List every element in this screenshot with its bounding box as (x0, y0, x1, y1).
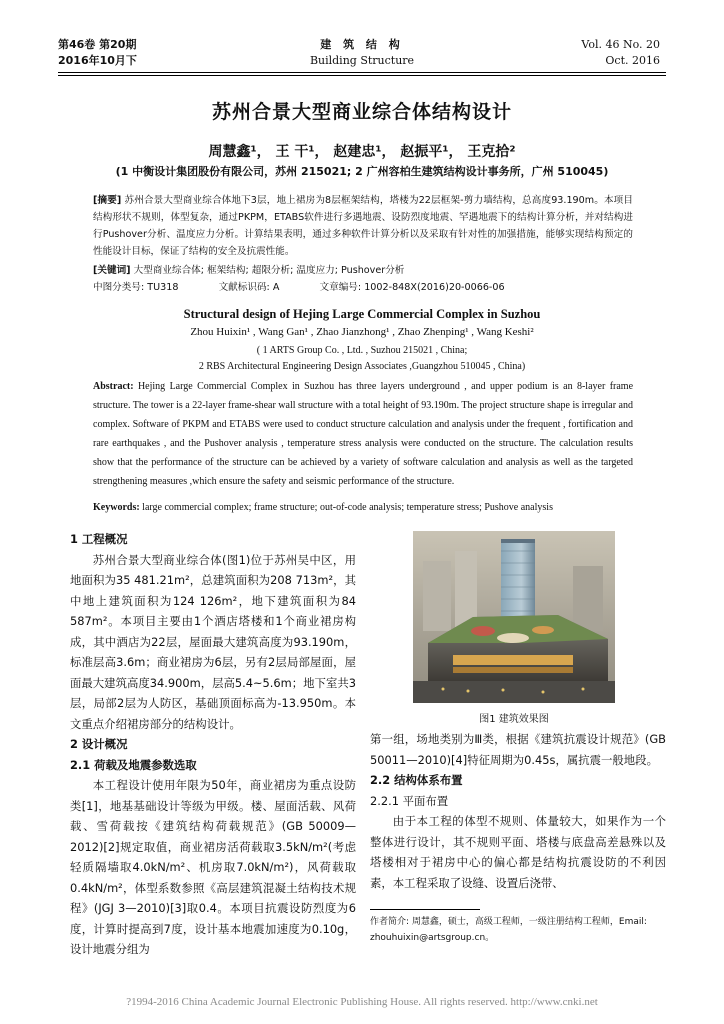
en-keywords-label: Keywords: (93, 502, 140, 513)
building-rendering-image (413, 531, 615, 703)
journal-date: 2016年10月下 (58, 54, 137, 67)
cn-abstract-label: [摘要] (93, 195, 122, 206)
en-keywords (93, 502, 633, 513)
cn-keywords-text: 大型商业综合体; 框架结构; 超限分析; 温度应力; Pushover分析 (133, 265, 405, 276)
section-2-2-1-heading: 2.2.1 平面布置 (370, 793, 449, 808)
paper-affiliation: (1 中衡设计集团股份有限公司，苏州 215021; 2 广州容柏生建筑结构设计事务所，广州 510045) (115, 165, 609, 178)
footnote-rule (370, 909, 480, 910)
right-paragraph-continued: 第一组，场地类别为Ⅲ类，根据《建筑抗震设计规范》(GB 50011—2010)[4]特征周期为0.45s，属抗震一般地段。 (370, 732, 666, 767)
section-2-2-1-paragraph: 由于本工程的体型不规则、体量较大，如果作为一个整体进行设计，其不规则平面、塔楼与底盘高差悬殊以及塔楼相对于裙房中心的偏心都是结构抗震设防的不利因素，本工程采取了设缝、设置后浇带、 (370, 814, 666, 890)
section-1-paragraph: 苏州合景大型商业综合体(图1)位于苏州吴中区，用地面积为35 481.21m²，总建筑面积为208 713m²，其中地上建筑面积为124 126m²，地下建筑面积为84 587m²。本项目主要由1个酒店塔楼和1个商业裙房构成，其中酒店为22层，屋面最大建筑高度为93.190m，标准层高3.6m；商业裙房为6层，另有2层局部屋面，屋面最大建筑高度34.900m，层高5.4~5.6m；地下室共3层，局部2层为人防区，基础顶面标高为-13.950m。本文重点介绍裙房部分的结构设计。 (70, 552, 356, 731)
copyright-watermark: ?1994-2016 China Academic Journal Electronic Publishing House. All rights reserved. http://www.cnki.net (126, 996, 598, 1008)
en-abstract-label: Abstract: (93, 381, 134, 392)
journal-name-en: Building Structure (309, 54, 415, 67)
en-affiliation-1: ( 1 ARTS Group Co. , Ltd. , Suzhou 215021 , China; (256, 345, 468, 356)
journal-date-en: Oct. 2016 (605, 54, 660, 67)
right-column (370, 729, 666, 893)
cn-keywords (93, 262, 633, 279)
clc-number: 中图分类号: TU318 (93, 282, 179, 293)
en-abstract-text: Hejing Large Commercial Complex in Suzhou has three layers underground , and upper podium is an 8-layer frame structure. The tower is a 22-layer frame-shear wall structure with a total height of 93.190m. The project structure shape is irregular and complex. Software of PKPM and ETABS were used to conduct structure calculation and analysis under the frequent , fortification and rare earthquakes , and the Pushover analysis , temperature stress analysis were conducted on the structure. The calculation results show that the performance of the structure can be achieved by a variety of software calculation and analysis as well as the targeted strengthening measures ,which ensure the safety and seismic performance of the structure. (93, 381, 634, 487)
journal-volume-en: Vol. 46 No. 20 (581, 38, 660, 51)
building-rendering-figure (413, 531, 615, 703)
header-rule (58, 72, 666, 73)
header-rule-2 (58, 75, 666, 76)
journal-volume-issue: 第46卷 第20期 (58, 38, 137, 51)
classification-line (93, 279, 633, 296)
article-number: 文章编号: 1002-848X(2016)20-0066-06 (319, 282, 505, 293)
en-abstract (93, 377, 633, 491)
section-2-heading: 2 设计概况 (70, 737, 128, 751)
paper-authors: 周慧鑫¹， 王 干¹， 赵建忠¹， 赵振平¹， 王克拾² (208, 144, 516, 160)
cn-abstract (93, 192, 633, 260)
en-title: Structural design of Hejing Large Commercial Complex in Suzhou (183, 307, 541, 321)
figure-1-caption: 图1 建筑效果图 (479, 714, 549, 725)
section-1-heading: 1 工程概况 (70, 532, 128, 546)
left-column (70, 529, 356, 960)
en-authors: Zhou Huixin¹ , Wang Gan¹ , Zhao Jianzhong¹ , Zhao Zhenping¹ , Wang Keshi² (190, 326, 534, 338)
cn-abstract-text: 苏州合景大型商业综合体地下3层，地上裙房为8层框架结构，塔楼为22层框架-剪力墙结构，总高度93.190m。本项目结构形状不规则，体型复杂，通过PKPM，ETABS软件进行多遇地震、设防烈度地震、罕遇地震下的结构计算分析，并对结构进行Pushover分析、温度应力分析。计算结果表明，通过多种软件计算分析以及采取有针对性的加强措施，能够实现结构预定的性能设计目标，保证了结构的安全及抗震性能。 (93, 195, 633, 257)
section-2-2-heading: 2.2 结构体系布置 (370, 773, 463, 787)
section-2-1-heading: 2.1 荷载及地震参数选取 (70, 757, 197, 772)
document-code: 文献标识码: A (218, 282, 280, 293)
paper-title: 苏州合景大型商业综合体结构设计 (211, 101, 512, 123)
journal-name-cn: 建 筑 结 构 (320, 38, 404, 51)
en-affiliation-2: 2 RBS Architectural Engineering Design Associates ,Guangzhou 510045 , China) (198, 361, 526, 372)
section-2-1-paragraph: 本工程设计使用年限为50年，商业裙房为重点设防类[1]，地基基础设计等级为甲级。楼、屋面活载、风荷载、雪荷载按《建筑结构荷载规范》(GB 50009—2012)[2]规定取值，商业裙房活荷载取3.5kN/m²(考虑轻质隔墙取4.0kN/m²、机房取7.0kN/m²)，风荷载取0.4kN/m²，体型系数参照《高层建筑混凝土结构技术规程》(JGJ 3—2010)[3]取0.4。本项目抗震设防烈度为6度，计算时提高到7度，设计基本地震加速度为0.10g，设计地震分组为 (70, 778, 356, 956)
en-keywords-text: large commercial complex; frame structure; out-of-code analysis; temperature stress; Pushove analysis (142, 502, 553, 513)
author-footnote: 作者简介: 周慧鑫，硕士，高级工程师，一级注册结构工程师，Email: zhouhuixin@artsgroup.cn。 (370, 917, 647, 943)
cn-keywords-label: [关键词] (93, 265, 131, 276)
